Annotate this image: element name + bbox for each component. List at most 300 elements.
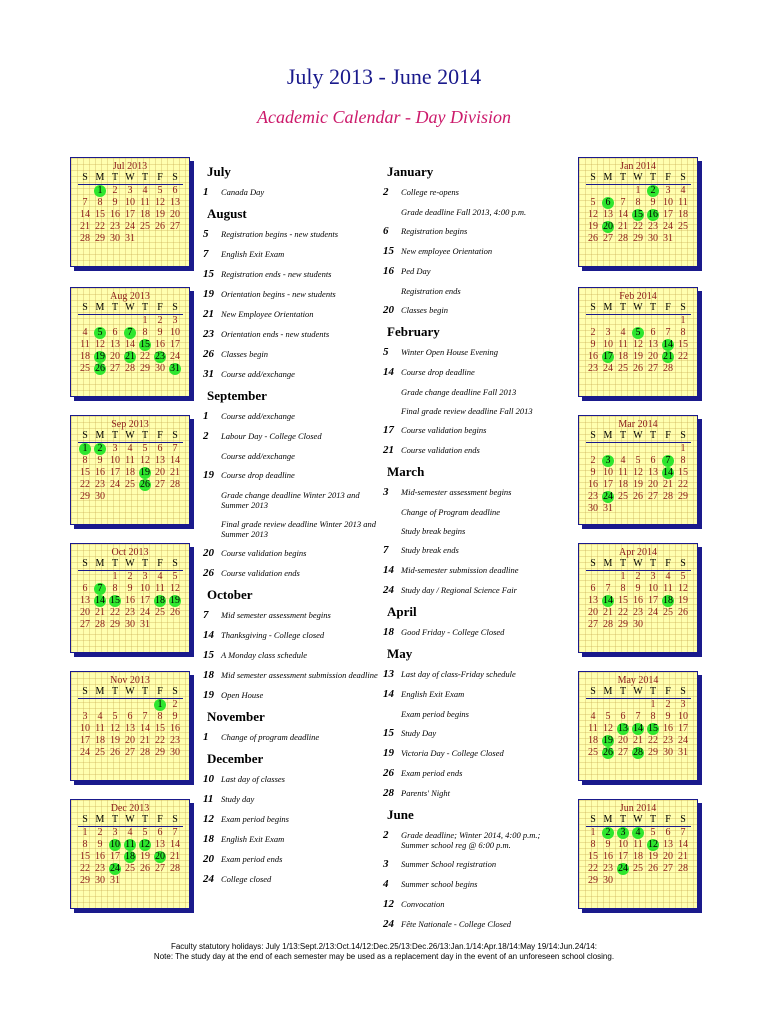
calendar-day: 16 <box>588 351 598 362</box>
event-item <box>203 773 378 785</box>
calendar-day: 18 <box>125 467 135 478</box>
weekday-header: F <box>153 302 168 315</box>
highlighted-day: 19 <box>170 595 180 606</box>
calendar-day: 30 <box>95 491 105 502</box>
calendar-day: 11 <box>155 583 165 594</box>
calendar-day: 8 <box>157 711 163 722</box>
highlighted-day: 6 <box>602 197 614 209</box>
weekday-header: W <box>631 814 646 827</box>
highlighted-day: 7 <box>662 455 674 467</box>
event-date: 15 <box>203 649 214 661</box>
event-date: 21 <box>203 308 214 320</box>
event-description: Course drop deadline <box>401 367 475 377</box>
calendar-day: 30 <box>588 503 598 514</box>
event-item <box>383 688 563 700</box>
event-date: 16 <box>383 265 394 277</box>
calendar-day: 8 <box>620 583 626 594</box>
calendar-day: 13 <box>648 467 658 478</box>
event-item <box>383 898 563 910</box>
calendar-day: 13 <box>155 455 165 466</box>
calendar-day: 22 <box>678 479 688 490</box>
highlighted-day: 3 <box>602 455 614 467</box>
calendar-day: 25 <box>125 863 135 874</box>
calendar-day: 15 <box>80 851 90 862</box>
event-description: English Exit Exam <box>221 834 285 844</box>
mini-calendar-title: Sep 2013 <box>111 419 149 430</box>
calendar-day: 7 <box>172 443 178 454</box>
event-description: Labour Day - College Closed <box>221 431 322 441</box>
event-item <box>203 567 378 579</box>
calendar-day: 23 <box>633 607 643 618</box>
event-description: Winter Open House Evening <box>401 347 499 357</box>
calendar-day: 18 <box>140 209 150 220</box>
event-date <box>383 525 401 536</box>
highlighted-day: 26 <box>603 747 613 758</box>
calendar-day: 13 <box>603 209 613 220</box>
calendar-day: 23 <box>170 735 180 746</box>
event-description: Course validation ends <box>401 445 480 455</box>
event-date: 24 <box>383 918 394 930</box>
highlighted-day: 10 <box>110 839 120 850</box>
event-description: Course validation begins <box>221 548 307 558</box>
calendar-day: 13 <box>125 723 135 734</box>
calendar-day <box>123 351 138 363</box>
calendar-day: 27 <box>80 619 90 630</box>
highlighted-day: 19 <box>603 735 613 746</box>
month-heading: December <box>207 751 264 766</box>
calendar-day: 6 <box>172 185 178 196</box>
calendar-day: 12 <box>170 583 180 594</box>
weekday-header: S <box>586 686 601 699</box>
calendar-day: 8 <box>680 455 686 466</box>
event-date: 24 <box>383 584 394 596</box>
calendar-day: 29 <box>588 875 598 886</box>
highlighted-day: 18 <box>663 595 673 606</box>
highlighted-day: 2 <box>602 827 614 839</box>
month-heading: May <box>387 646 413 661</box>
mini-calendar-title: Jan 2014 <box>620 161 656 172</box>
event-date: 23 <box>203 328 214 340</box>
calendar-day: 5 <box>590 197 596 208</box>
event-description: Last day of classes <box>221 774 285 784</box>
calendar-day: 28 <box>603 619 613 630</box>
calendar-day <box>601 827 616 840</box>
calendar-day: 22 <box>80 479 90 490</box>
calendar-day: 15 <box>155 723 165 734</box>
weekday-header: M <box>601 686 616 699</box>
event-item <box>383 787 563 799</box>
calendar-day: 8 <box>82 455 88 466</box>
highlighted-day: 3 <box>617 827 629 839</box>
calendar-day: 15 <box>618 595 628 606</box>
weekday-header: W <box>123 430 138 443</box>
calendar-day: 11 <box>140 197 150 208</box>
calendar-day: 23 <box>125 607 135 618</box>
event-description: A Monday class schedule <box>221 650 308 660</box>
event-date: 14 <box>383 564 394 576</box>
calendar-day: 30 <box>663 747 673 758</box>
calendar-day: 27 <box>170 221 180 232</box>
weekday-header: F <box>661 814 676 827</box>
event-description: Summer school begins <box>401 879 478 889</box>
calendar-day <box>78 443 93 456</box>
weekday-header: T <box>646 302 661 315</box>
calendar-day: 1 <box>82 827 88 838</box>
calendar-day: 28 <box>618 233 628 244</box>
calendar-day: 19 <box>140 851 150 862</box>
event-date: 11 <box>203 793 214 805</box>
event-date: 17 <box>383 424 394 436</box>
weekday-header: T <box>108 686 123 699</box>
event-item <box>383 668 563 680</box>
calendar-day: 27 <box>155 863 165 874</box>
calendar-day: 4 <box>620 455 626 466</box>
calendar-day: 22 <box>110 607 120 618</box>
event-description: Summer School registration <box>401 859 497 869</box>
weekday-header: M <box>601 814 616 827</box>
highlighted-day: 20 <box>603 221 613 232</box>
calendar-day: 26 <box>170 607 180 618</box>
highlighted-day: 12 <box>648 839 658 850</box>
calendar-day: 28 <box>170 863 180 874</box>
month-heading: July <box>207 164 231 179</box>
calendar-day: 24 <box>603 363 613 374</box>
event-description: College closed <box>221 874 272 884</box>
weekday-header: T <box>616 558 631 571</box>
event-item <box>203 186 378 198</box>
event-description: Victoria Day - College Closed <box>401 748 504 758</box>
calendar-day: 17 <box>170 339 180 350</box>
calendar-day: 17 <box>80 735 90 746</box>
weekday-header: S <box>586 302 601 315</box>
mini-calendar <box>578 799 698 909</box>
event-date: 31 <box>203 368 214 380</box>
calendar-day: 19 <box>648 851 658 862</box>
event-date: 12 <box>203 813 214 825</box>
event-date: 24 <box>203 873 214 885</box>
calendar-day: 25 <box>125 479 135 490</box>
calendar-day: 14 <box>125 339 135 350</box>
weekday-header: T <box>108 302 123 315</box>
calendar-day: 25 <box>155 607 165 618</box>
highlighted-day: 26 <box>140 479 150 490</box>
event-description: Course validation ends <box>221 568 300 578</box>
calendar-day: 10 <box>603 339 613 350</box>
calendar-day: 5 <box>650 827 656 838</box>
event-date: 28 <box>383 787 394 799</box>
calendar-day: 30 <box>648 233 658 244</box>
highlighted-day: 28 <box>633 747 643 758</box>
calendar-day: 26 <box>155 221 165 232</box>
event-date: 26 <box>203 567 214 579</box>
weekday-header: F <box>153 430 168 443</box>
calendar-day: 27 <box>603 233 613 244</box>
calendar-day: 5 <box>605 711 611 722</box>
event-description: Thanksgiving - College closed <box>221 630 325 640</box>
weekday-header: T <box>138 302 153 315</box>
calendar-day: 14 <box>80 209 90 220</box>
calendar-day <box>93 185 108 198</box>
calendar-day <box>661 455 676 467</box>
event-date: 2 <box>383 186 389 198</box>
event-description: Course add/exchange <box>221 369 295 379</box>
calendar-day: 1 <box>680 315 686 326</box>
event-date: 14 <box>383 366 394 378</box>
calendar-day: 13 <box>155 839 165 850</box>
calendar-day: 1 <box>635 185 641 196</box>
calendar-day: 12 <box>588 209 598 220</box>
event-description: Registration begins <box>401 226 468 236</box>
calendar-day: 31 <box>110 875 120 886</box>
event-description: Course add/exchange <box>221 411 295 421</box>
calendar-day: 13 <box>663 839 673 850</box>
calendar-day: 7 <box>82 197 88 208</box>
calendar-day <box>138 479 153 491</box>
calendar-day: 22 <box>618 607 628 618</box>
highlighted-day: 1 <box>79 443 91 455</box>
event-description: Orientation begins - new students <box>221 289 336 299</box>
calendar-day: 25 <box>618 363 628 374</box>
event-item <box>203 248 378 260</box>
calendar-day: 23 <box>663 735 673 746</box>
event-item <box>383 564 563 576</box>
calendar-day: 4 <box>142 185 148 196</box>
calendar-day: 9 <box>112 197 118 208</box>
calendar-day: 10 <box>603 467 613 478</box>
calendar-day: 5 <box>172 571 178 582</box>
calendar-day: 4 <box>97 711 103 722</box>
calendar-day: 5 <box>112 711 118 722</box>
event-item <box>203 547 378 559</box>
calendar-day: 26 <box>140 863 150 874</box>
calendar-day: 6 <box>665 827 671 838</box>
calendar-day: 8 <box>142 327 148 338</box>
statutory-holidays-note: Faculty statutory holidays: July 1/13:Sept.2/13:Oct.14/12:Dec.25/13:Dec.26/13:Jan.1/14:Apr.18/14:May 19/14:Jun.24/14: <box>170 942 598 951</box>
event-item <box>203 731 378 743</box>
weekday-header: F <box>661 302 676 315</box>
mini-calendar <box>70 287 190 397</box>
weekday-header: F <box>661 686 676 699</box>
event-description: Change of Program deadline <box>401 507 501 517</box>
calendar-day: 23 <box>588 363 598 374</box>
weekday-header: F <box>153 814 168 827</box>
calendar-day: 6 <box>590 583 596 594</box>
event-description: Final grade review deadline Winter 2013 and Summer 2013 <box>221 519 377 539</box>
calendar-day <box>631 747 646 759</box>
calendar-day: 29 <box>140 363 150 374</box>
event-date <box>383 405 401 416</box>
calendar-day: 24 <box>125 221 135 232</box>
calendar-day: 9 <box>157 327 163 338</box>
calendar-day: 14 <box>678 839 688 850</box>
calendar-day: 16 <box>603 851 613 862</box>
calendar-day <box>616 827 631 840</box>
event-description: Grade deadline Fall 2013, 4:00 p.m. <box>401 207 527 217</box>
calendar-day: 21 <box>170 851 180 862</box>
event-date: 15 <box>383 727 394 739</box>
calendar-day: 2 <box>157 315 163 326</box>
calendar-day: 14 <box>140 723 150 734</box>
calendar-day: 20 <box>648 351 658 362</box>
calendar-day: 23 <box>588 491 598 502</box>
calendar-day: 8 <box>650 711 656 722</box>
event-date <box>383 708 401 719</box>
weekday-header: T <box>138 172 153 185</box>
calendar-day <box>153 595 168 607</box>
highlighted-day: 1 <box>154 699 166 711</box>
weekday-header: F <box>153 172 168 185</box>
calendar-day: 23 <box>110 221 120 232</box>
calendar-day <box>108 839 123 851</box>
calendar-day: 28 <box>663 363 673 374</box>
calendar-day <box>616 723 631 735</box>
event-item <box>383 858 563 870</box>
mini-calendar <box>70 543 190 653</box>
calendar-day <box>646 185 661 198</box>
weekday-header: T <box>616 302 631 315</box>
event-item <box>203 489 378 510</box>
event-date: 21 <box>383 444 394 456</box>
event-item <box>383 878 563 890</box>
calendar-day: 16 <box>155 339 165 350</box>
weekday-header: S <box>168 814 183 827</box>
month-heading: August <box>207 206 247 221</box>
calendar-day: 24 <box>648 607 658 618</box>
study-day-note: Note: The study day at the end of each semester may be used as a replacement day in the event of an unforeseen school closing. <box>153 952 615 961</box>
event-item <box>383 225 563 237</box>
calendar-day: 21 <box>80 221 90 232</box>
calendar-day: 10 <box>618 839 628 850</box>
mini-calendar-title: Aug 2013 <box>110 291 150 302</box>
calendar-day <box>646 723 661 735</box>
calendar-day <box>93 595 108 607</box>
mini-calendar <box>578 415 698 525</box>
calendar-day: 21 <box>678 851 688 862</box>
calendar-day: 24 <box>80 747 90 758</box>
calendar-day: 10 <box>663 197 673 208</box>
mini-calendar-title: Jun 2014 <box>619 803 657 814</box>
event-item <box>203 833 378 845</box>
event-item <box>203 268 378 280</box>
highlighted-day: 15 <box>648 723 658 734</box>
event-date: 19 <box>203 288 214 300</box>
calendar-day: 9 <box>97 839 103 850</box>
event-item <box>203 669 378 681</box>
calendar-day: 31 <box>603 503 613 514</box>
event-date: 4 <box>383 878 389 890</box>
highlighted-day: 17 <box>603 351 613 362</box>
calendar-day <box>123 839 138 851</box>
events-column-winter <box>383 160 563 938</box>
event-description: Exam period begins <box>221 814 289 824</box>
calendar-day: 4 <box>590 711 596 722</box>
calendar-day: 22 <box>80 863 90 874</box>
calendar-day <box>138 339 153 351</box>
weekday-header: M <box>601 172 616 185</box>
calendar-day: 6 <box>650 455 656 466</box>
event-description: Study break ends <box>401 545 459 555</box>
event-item <box>203 450 378 461</box>
weekday-header: S <box>168 172 183 185</box>
highlighted-day: 23 <box>155 351 165 362</box>
calendar-day <box>601 595 616 607</box>
event-item <box>203 689 378 701</box>
event-item <box>203 853 378 865</box>
month-heading: January <box>387 164 434 179</box>
event-item <box>383 424 563 436</box>
highlighted-day: 12 <box>140 839 150 850</box>
mini-calendar <box>578 157 698 267</box>
calendar-day: 18 <box>678 209 688 220</box>
event-item <box>203 813 378 825</box>
weekday-header: T <box>108 172 123 185</box>
calendar-day: 9 <box>97 455 103 466</box>
weekday-header: T <box>616 686 631 699</box>
calendar-day: 15 <box>80 467 90 478</box>
calendar-day: 16 <box>95 467 105 478</box>
highlighted-day: 16 <box>648 209 658 220</box>
event-date: 18 <box>383 626 394 638</box>
event-date: 15 <box>203 268 214 280</box>
calendar-day: 8 <box>82 839 88 850</box>
event-description: Orientation ends - new students <box>221 329 330 339</box>
highlighted-day: 18 <box>155 595 165 606</box>
calendar-day: 8 <box>590 839 596 850</box>
calendar-day: 29 <box>155 747 165 758</box>
calendar-day: 4 <box>665 571 671 582</box>
calendar-day: 27 <box>648 363 658 374</box>
calendar-day: 18 <box>618 479 628 490</box>
event-item <box>383 346 563 358</box>
calendar-day: 9 <box>605 839 611 850</box>
calendar-day: 19 <box>155 209 165 220</box>
highlighted-day: 19 <box>140 467 150 478</box>
weekday-header: W <box>123 814 138 827</box>
calendar-day: 9 <box>590 467 596 478</box>
calendar-day: 26 <box>648 863 658 874</box>
calendar-day: 17 <box>663 209 673 220</box>
highlighted-day: 2 <box>94 443 106 455</box>
weekday-header: F <box>661 558 676 571</box>
highlighted-day: 15 <box>633 209 643 220</box>
mini-calendar-title: Oct 2013 <box>111 547 149 558</box>
event-item <box>383 544 563 556</box>
calendar-day: 22 <box>140 351 150 362</box>
calendar-day: 17 <box>678 723 688 734</box>
event-date: 10 <box>203 773 214 785</box>
event-date: 19 <box>203 689 214 701</box>
calendar-day <box>93 443 108 456</box>
event-item <box>383 727 563 739</box>
event-date <box>383 285 401 296</box>
weekday-header: T <box>138 430 153 443</box>
calendar-day: 30 <box>125 619 135 630</box>
weekday-header: S <box>78 558 93 571</box>
calendar-day: 1 <box>590 827 596 838</box>
weekday-header: T <box>616 430 631 443</box>
calendar-day: 20 <box>588 607 598 618</box>
calendar-day: 1 <box>650 699 656 710</box>
weekday-header: T <box>616 172 631 185</box>
event-item <box>203 410 378 422</box>
event-item <box>383 708 563 719</box>
event-description: Exam period begins <box>401 709 469 719</box>
highlighted-day: 14 <box>603 595 613 606</box>
weekday-header: S <box>676 430 691 443</box>
mini-calendar <box>70 157 190 267</box>
event-date: 14 <box>383 688 394 700</box>
event-description: Study break begins <box>401 526 466 536</box>
